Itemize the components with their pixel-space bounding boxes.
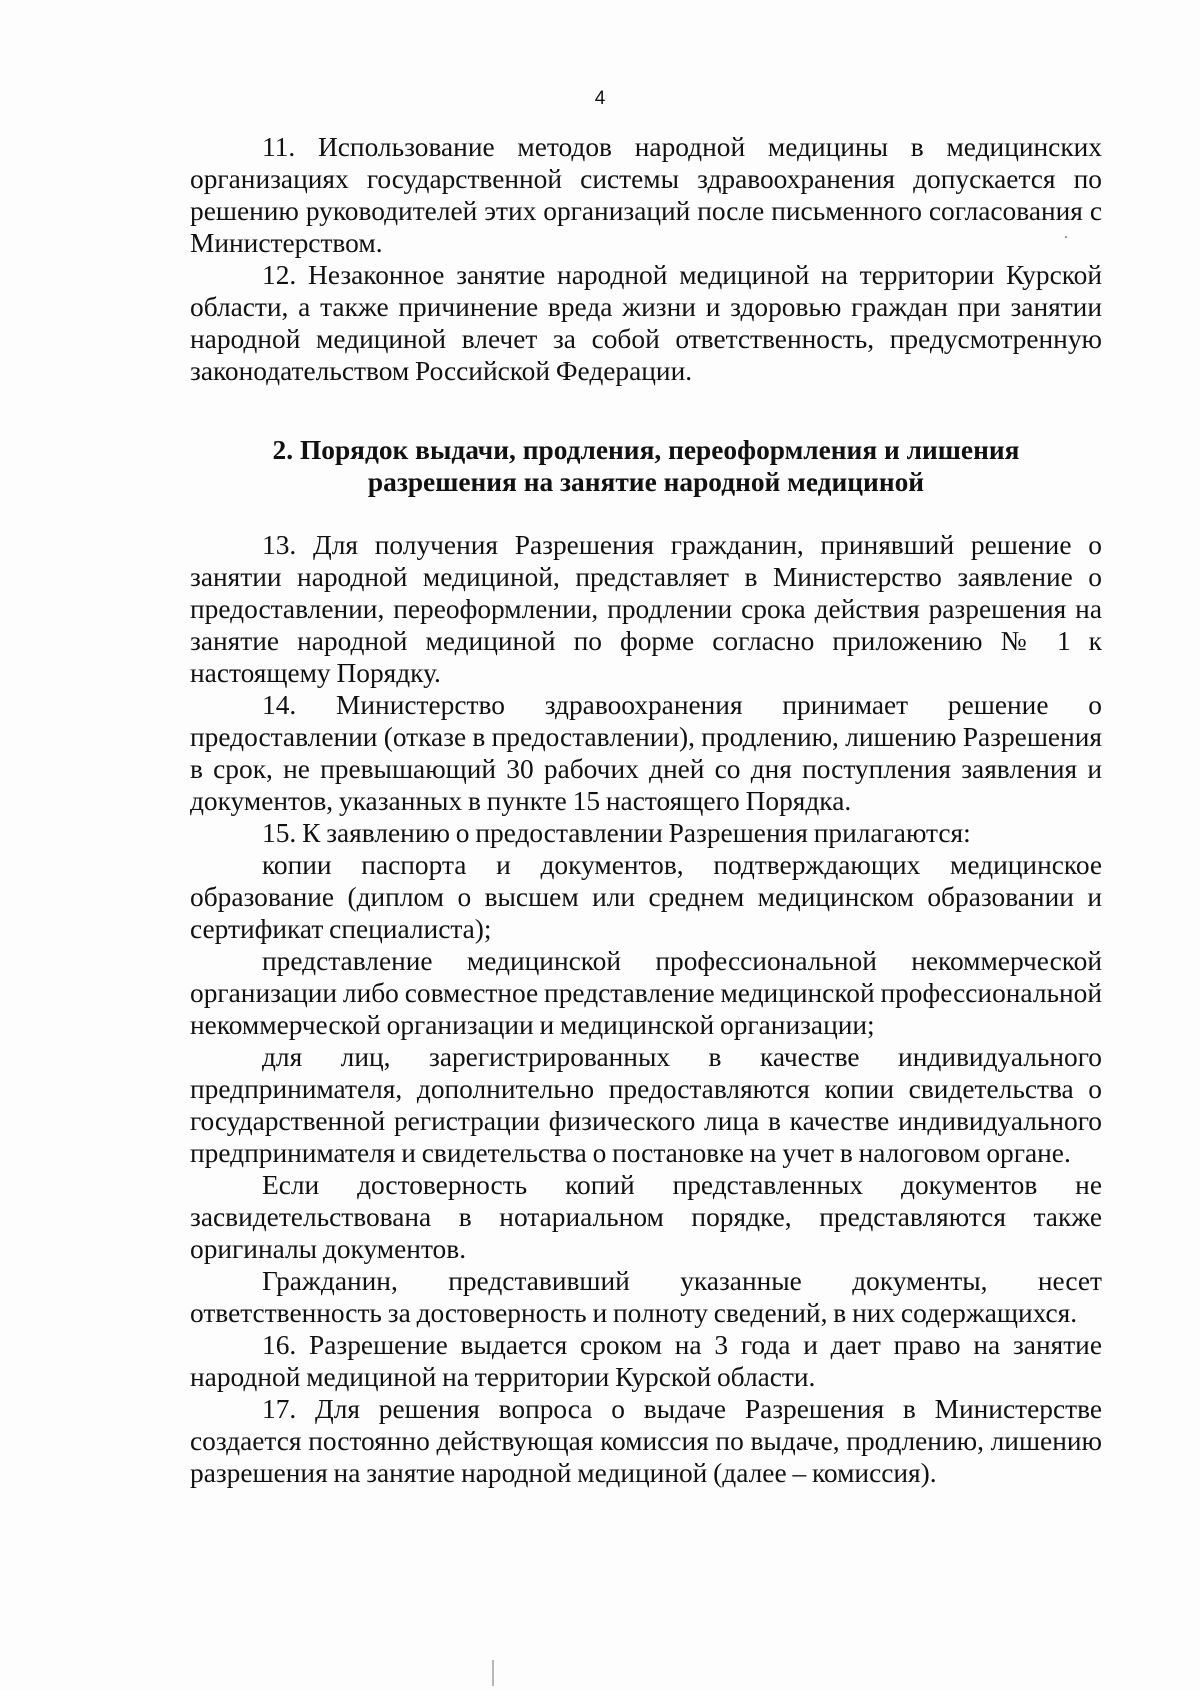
section-heading	[190, 434, 1102, 498]
page-number: 4	[594, 88, 606, 109]
scan-mark	[492, 1660, 494, 1686]
paragraph-12: 12. Незаконное занятие народной медициной на территории Курской области, а также причинение вреда жизни и здоровью граждан при занятии народной медициной влечет за собой ответственность, предусмотренную законодательством Российской Федерации.	[190, 260, 1102, 386]
paragraph-16: 16. Разрешение выдается сроком на 3 года и дает право на занятие народной медициной на территории Курской области.	[190, 1330, 1102, 1392]
paragraph-originals: Если достоверность копий представленных документов не засвидетельствована в нотариальном порядке, представляются также оригиналы документов.	[190, 1170, 1102, 1264]
paragraph-17: 17. Для решения вопроса о выдаче Разрешения в Министерстве создается постоянно действующая комиссия по выдаче, продлению, лишению разрешения на занятие народной медициной (далее – комиссия).	[190, 1394, 1102, 1488]
paragraph-11: 11. Использование методов народной медицины в медицинских организациях государственной системы здравоохранения допускается по решению руководителей этих организаций после письменного согласования с Министерством.	[190, 132, 1102, 258]
paragraph-13: 13. Для получения Разрешения гражданин, принявший решение о занятии народной медициной, представляет в Министерство заявление о предоставлении, переоформлении, продлении срока действия разрешения на занятие народной медициной по форме согласно приложению № 1 к настоящему Порядку.	[190, 530, 1102, 688]
paragraph-14: 14. Министерство здравоохранения принимает решение о предоставлении (отказе в предоставлении), продлению, лишению Разрешения в срок, не превышающий 30 рабочих дней со дня поступления заявления и документов, указанных в пункте 15 настоящего Порядка.	[190, 690, 1102, 816]
paragraph-15-item-representation: представление медицинской профессиональной некоммерческой организации либо совместное представление медицинской профессиональной некоммерческой организации и медицинской организации;	[190, 946, 1102, 1040]
paragraph-15: 15. К заявлению о предоставлении Разрешения прилагаются:	[262, 818, 971, 848]
paragraph-15-item-passport: копии паспорта и документов, подтверждающих медицинское образование (диплом о высшем или среднем медицинском образовании и сертификат специалиста);	[190, 850, 1102, 944]
paragraph-responsibility: Гражданин, представивший указанные документы, несет ответственность за достоверность и полноту сведений, в них содержащихся.	[190, 1266, 1102, 1328]
section-heading-line-2: разрешения на занятие народной медициной	[367, 467, 925, 497]
paragraph-15-item-entrepreneur: для лиц, зарегистрированных в качестве индивидуального предпринимателя, дополнительно предоставляются копии свидетельства о государственной регистрации физического лица в качестве индивидуального предпринимателя и свидетельства о постановке на учет в налоговом органе.	[190, 1042, 1102, 1168]
document-body	[190, 131, 1102, 1489]
section-heading-line-1: 2. Порядок выдачи, продления, переоформления и лишения	[272, 435, 1020, 465]
